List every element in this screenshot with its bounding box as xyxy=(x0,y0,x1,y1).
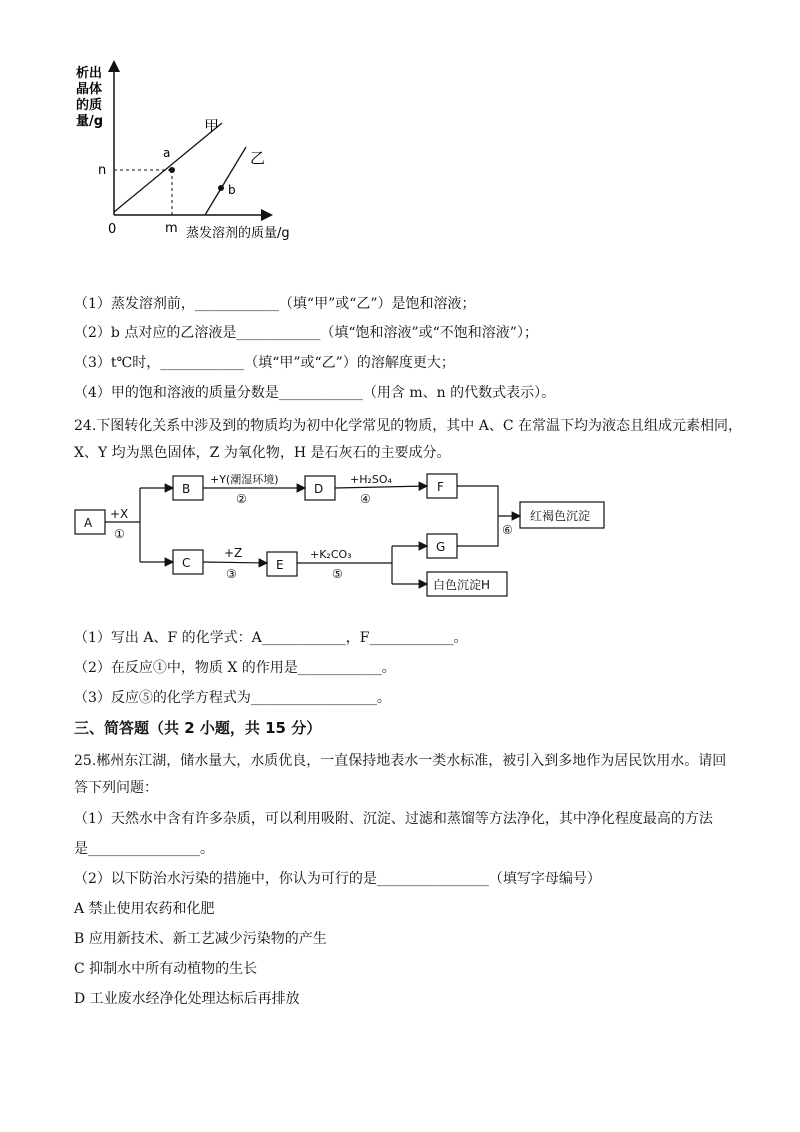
origin-label: 0 xyxy=(108,222,117,237)
q25-stem-2: 答下列问题： xyxy=(74,780,158,796)
q25-item-1b: 是________________。 xyxy=(74,841,214,857)
point-a-label: a xyxy=(163,146,171,160)
q23-item-3: （3）t℃时，____________（填“甲”或“乙”）的溶解度更大； xyxy=(74,355,455,371)
series-jia-line xyxy=(114,123,222,212)
q24-item-1: （1）写出 A、F 的化学式：A____________，F____________。 xyxy=(74,630,468,646)
y-axis-label-2: 晶体 xyxy=(76,82,103,97)
label-C: C xyxy=(182,556,191,570)
q25-option-c: C 抑制水中所有动植物的生长 xyxy=(74,961,258,977)
reagent-3: +Z xyxy=(224,546,243,560)
y-tick-n: n xyxy=(98,163,107,178)
series-yi-line xyxy=(205,147,246,215)
q25-item-1a: （1）天然水中含有许多杂质，可以利用吸附、沉淀、过滤和蒸馏等方法净化，其中净化程度最高的方法 xyxy=(74,811,713,827)
series-jia-name: 甲 xyxy=(204,117,220,135)
arrow-D-F xyxy=(335,486,427,488)
point-b xyxy=(218,185,224,191)
reagent-2: +Y(潮湿环境) xyxy=(210,473,279,486)
transformation-diagram xyxy=(70,466,630,602)
q23-item-4: （4）甲的饱和溶液的质量分数是____________（用含 m、n 的代数式表示）。 xyxy=(74,385,556,401)
y-axis-label-1: 析出 xyxy=(76,66,103,81)
reagent-4: +H₂SO₄ xyxy=(350,473,392,486)
reaction-num-4: ④ xyxy=(360,492,371,506)
point-b-label: b xyxy=(228,183,236,197)
label-B: B xyxy=(182,482,191,496)
x-axis-label: 蒸发溶剂的质量/g xyxy=(186,226,290,240)
q23-item-2: （2）b 点对应的乙溶液是____________（填“饱和溶液”或“不饱和溶液”）； xyxy=(74,325,538,341)
y-axis-label-3: 的质 xyxy=(76,98,103,113)
label-A: A xyxy=(84,516,93,530)
q24-stem-2: X、Y 均为黑色固体，Z 为氧化物，H 是石灰石的主要成分。 xyxy=(74,445,451,461)
label-red-precipitate: 红褐色沉淀 xyxy=(530,509,591,523)
series-yi-name: 乙 xyxy=(250,149,266,167)
q24-item-3: （3）反应⑤的化学方程式为__________________。 xyxy=(74,690,391,706)
arrow-C-E xyxy=(203,562,267,563)
q25-option-b: B 应用新技术、新工艺减少污染物的产生 xyxy=(74,931,327,947)
q25-stem-1: 25.郴州东江湖，储水量大，水质优良，一直保持地表水一类水标准，被引入到多地作为居民饮用水。请回 xyxy=(74,753,727,769)
x-tick-m: m xyxy=(165,221,178,236)
reaction-num-5: ⑤ xyxy=(332,567,343,581)
point-a xyxy=(169,167,175,173)
q25-option-d: D 工业废水经净化处理达标后再排放 xyxy=(74,991,300,1007)
q25-item-2: （2）以下防治水污染的措施中，你认为可行的是________________（填写字母编号） xyxy=(74,871,601,887)
section-3-title: 三、简答题（共 2 小题，共 15 分） xyxy=(74,719,322,737)
y-axis-label xyxy=(76,65,103,129)
reaction-num-1: ① xyxy=(114,527,125,541)
reaction-num-2: ② xyxy=(236,492,247,506)
label-white-precipitate: 白色沉淀H xyxy=(433,578,491,592)
q23-item-1: （1）蒸发溶剂前，____________（填“甲”或“乙”）是饱和溶液； xyxy=(74,296,476,312)
connector-G xyxy=(457,516,498,546)
q24-stem-1: 24.下图转化关系中涉及到的物质均为初中化学常见的物质，其中 A、C 在常温下均为液态且组成元素相同， xyxy=(74,418,742,434)
reaction-num-3: ③ xyxy=(226,567,237,581)
label-G: G xyxy=(436,540,446,554)
y-axis-label-4: 量/g xyxy=(76,114,104,129)
label-E: E xyxy=(276,558,284,572)
q24-item-2: （2）在反应①中，物质 X 的作用是____________。 xyxy=(74,660,396,676)
reagent-1: +X xyxy=(110,507,129,521)
connector-F xyxy=(457,486,498,516)
reagent-5: +K₂CO₃ xyxy=(310,548,352,561)
q25-option-a: A 禁止使用农药和化肥 xyxy=(74,901,215,917)
label-D: D xyxy=(314,482,324,496)
reaction-num-6: ⑥ xyxy=(502,523,513,537)
label-F: F xyxy=(437,480,444,494)
crystal-mass-chart xyxy=(70,55,310,240)
